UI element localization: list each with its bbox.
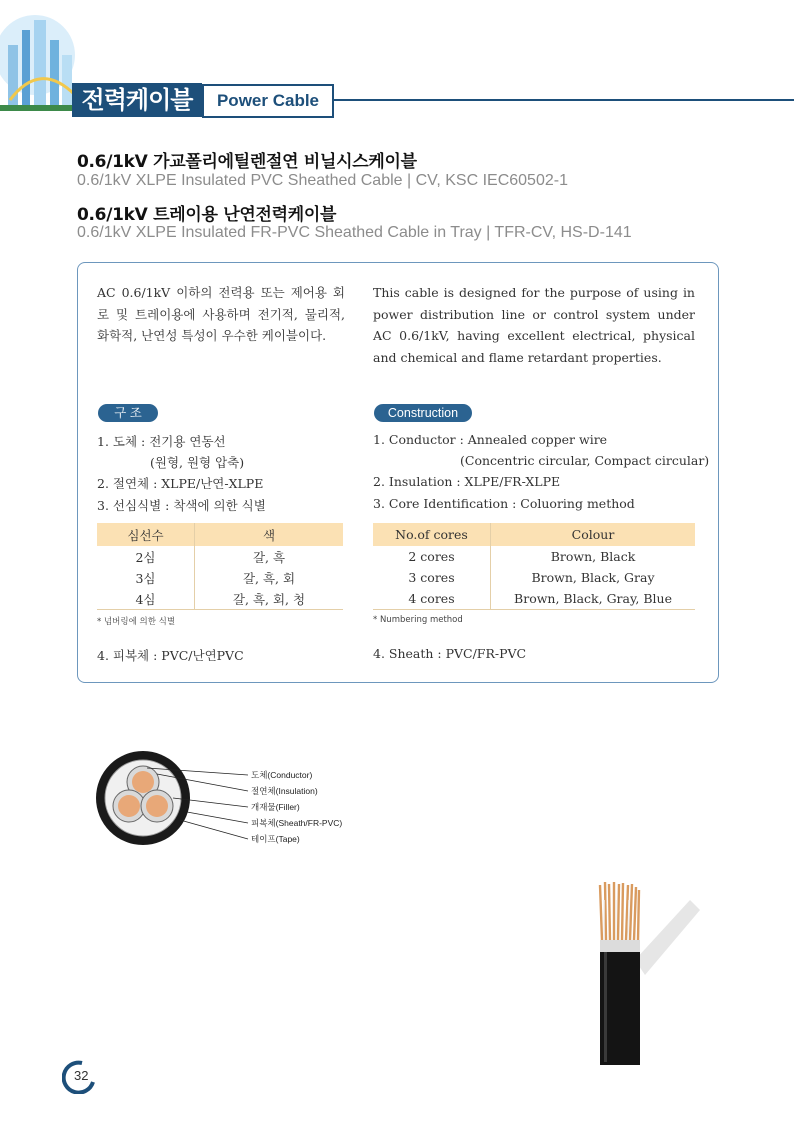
table-header-cell: 색 — [195, 523, 344, 546]
product-2-title-en: 0.6/1kV XLPE Insulated FR-PVC Sheathed Cable in Tray | TFR-CV, HS-D-141 — [77, 224, 632, 241]
table-header-row — [373, 523, 695, 546]
table-cell: 3 cores — [373, 567, 491, 588]
table-cell: 4심 — [97, 588, 195, 610]
table-cell: Brown, Black — [550, 549, 636, 564]
table-row — [97, 567, 343, 588]
table-row — [97, 546, 343, 567]
table-header-cell: Colour — [491, 523, 696, 546]
table-cell: 3심 — [97, 567, 195, 588]
product-2-title-ko: 0.6/1kV 트레이용 난연전력케이블 — [77, 205, 337, 225]
table-cell: 4 cores — [373, 588, 491, 610]
table-cell: 2 cores — [373, 546, 491, 567]
diagram-label-filler: 개재물(Filler) — [251, 802, 300, 812]
description-ko: AC 0.6/1kV 이하의 전력용 또는 제어용 회로 및 트레이용에 사용하며 전기적, 물리적, 화학적, 난연성 특성이 우수한 케이블이다. — [97, 285, 345, 343]
construction-item-en-1b: (Concentric circular, Compact circular) — [460, 453, 710, 468]
table-note-en: * Numbering method — [373, 615, 463, 625]
header-rule — [330, 99, 794, 101]
table-row — [373, 588, 695, 610]
core-colour-table-en — [373, 523, 695, 610]
diagram-label-sheath: 피복체(Sheath/FR-PVC) — [251, 818, 343, 828]
construction-item-ko-3: 3. 선심식별 : 착색에 의한 식별 — [97, 498, 266, 513]
table-row — [97, 588, 343, 610]
description-en: This cable is designed for the purpose of using in power distribution line or control system under AC 0.6/1kV, having excellent electrical, physical and chemical and flame retardant properties. — [373, 285, 695, 365]
table-note-ko: * 넘버링에 의한 식별 — [97, 617, 176, 627]
construction-item-ko-2: 2. 절연체 : XLPE/난연-XLPE — [97, 476, 264, 491]
cable-cross-section-diagram — [95, 740, 365, 855]
cable-product-photo — [575, 840, 705, 1065]
construction-item-ko-1: 1. 도체 : 전기용 연동선 — [97, 434, 226, 449]
construction-item-en-1: 1. Conductor : Annealed copper wire — [373, 432, 608, 447]
product-1-title-ko: 0.6/1kV 가교폴리에틸렌절연 비닐시스케이블 — [77, 152, 417, 172]
table-header-cell: 심선수 — [97, 523, 195, 546]
core-colour-table-ko — [97, 523, 343, 610]
diagram-label-conductor: 도체(Conductor) — [251, 770, 313, 780]
category-title-ko: 전력케이블 — [72, 83, 202, 117]
page-number: 32 — [74, 1068, 89, 1083]
table-cell: 갈, 흑, 회, 청 — [195, 588, 344, 610]
header-skyline-illustration — [0, 0, 80, 120]
table-row — [373, 546, 695, 567]
construction-heading-en: Construction — [374, 404, 472, 422]
table-cell: 갈, 흑 — [252, 549, 286, 565]
construction-item-en-2: 2. Insulation : XLPE/FR-XLPE — [373, 474, 561, 489]
table-cell: 갈, 흑, 회 — [242, 570, 296, 586]
table-row — [373, 567, 695, 588]
construction-heading-ko: 구 조 — [98, 404, 158, 422]
diagram-label-insulation: 절연체(Insulation) — [251, 786, 318, 796]
table-header-cell: No.of cores — [373, 523, 491, 546]
construction-item-ko-4: 4. 피복체 : PVC/난연PVC — [97, 648, 244, 663]
category-title-en: Power Cable — [202, 84, 334, 118]
construction-item-ko-1b: (원형, 원형 압축) — [150, 455, 245, 470]
table-header-row — [97, 523, 343, 546]
construction-item-en-3: 3. Core Identification : Coluoring method — [373, 496, 635, 511]
table-cell: 2심 — [97, 546, 195, 567]
table-cell: Brown, Black, Gray, Blue — [491, 588, 696, 610]
diagram-label-tape: 테이프(Tape) — [251, 834, 300, 844]
table-cell: Brown, Black, Gray — [531, 570, 655, 585]
construction-item-en-4: 4. Sheath : PVC/FR-PVC — [373, 646, 527, 661]
product-1-title-en: 0.6/1kV XLPE Insulated PVC Sheathed Cable | CV, KSC IEC60502-1 — [77, 172, 568, 189]
